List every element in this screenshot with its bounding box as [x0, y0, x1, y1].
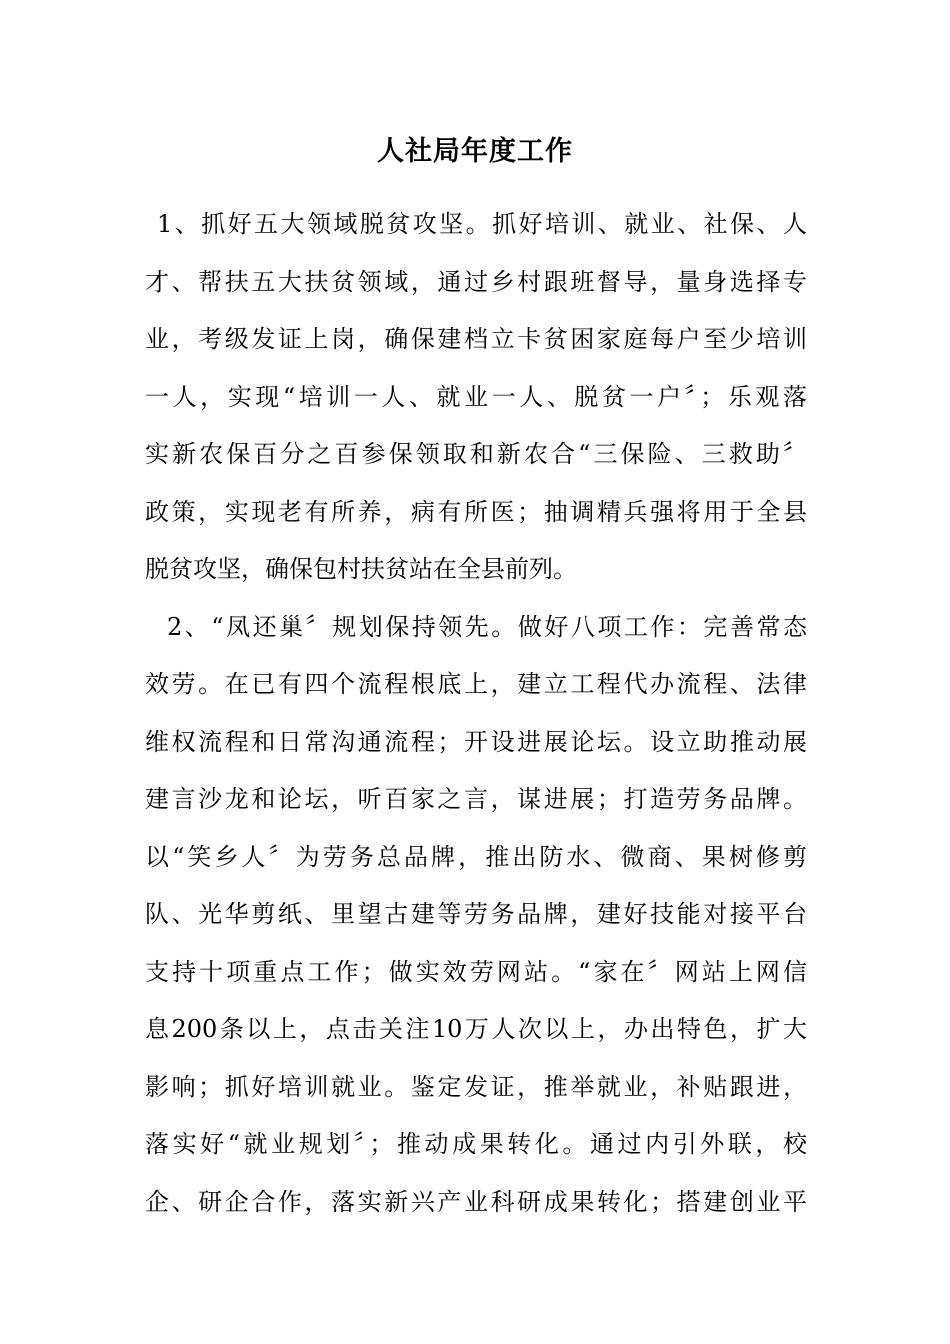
paragraph-2-line-11: 企、研企合作，落实新兴产业科研成果转化；搭建创业平 — [145, 1187, 807, 1216]
paragraph-2-line-2: 效劳。在已有四个流程根底上，建立工程代办流程、法律 — [145, 670, 807, 698]
document-body — [145, 196, 807, 1231]
paragraph-2-line-7: 支持十项重点工作；做实效劳网站。“家在〞网站上网信 — [145, 957, 807, 986]
document-title: 人社局年度工作 — [377, 136, 573, 167]
paragraph-2-line-5: 以“笑乡人〞为劳务总品牌，推出防水、微商、果树修剪 — [145, 842, 807, 871]
paragraph-2-line-4: 建言沙龙和论坛，听百家之言，谋进展；打造劳务品牌。 — [145, 785, 807, 813]
paragraph-2-line-6: 队、光华剪纸、里望古建等劳务品牌，建好技能对接平台 — [145, 900, 807, 928]
paragraph-2-line-8: 息200条以上，点击关注10万人次以上，办出特色，扩大 — [145, 1015, 807, 1043]
paragraph-1-line-6: 政策，实现老有所养，病有所医；抽调精兵强将用于全县 — [145, 497, 807, 526]
paragraph-2-line-10: 落实好“就业规划〞；推动成果转化。通过内引外联，校 — [145, 1130, 807, 1158]
paragraph-1-line-7: 脱贫攻坚，确保包村扶贫站在全县前列。 — [145, 555, 577, 583]
paragraph-2-line-1: 2、“凤还巢〞规划保持领先。做好八项工作：完善常态 — [167, 612, 807, 641]
paragraph-1-line-5: 实新农保百分之百参保领取和新农合“三保险、三救助〞 — [145, 440, 807, 468]
paragraph-1-line-1: 1、抓好五大领域脱贫攻坚。抓好培训、就业、社保、人 — [157, 210, 807, 238]
paragraph-2-line-3: 维权流程和日常沟通流程；开设进展论坛。设立助推动展 — [145, 727, 807, 756]
paragraph-1-line-4: 一人，实现“培训一人、就业一人、脱贫一户〞；乐观落 — [145, 382, 807, 411]
paragraph-1-line-3: 业，考级发证上岗，确保建档立卡贫困家庭每户至少培训 — [145, 325, 807, 353]
paragraph-2-line-9: 影响；抓好培训就业。鉴定发证，推举就业，补贴跟进， — [145, 1072, 807, 1101]
paragraph-1-line-2: 才、帮扶五大扶贫领域，通过乡村跟班督导，量身选择专 — [145, 267, 807, 296]
